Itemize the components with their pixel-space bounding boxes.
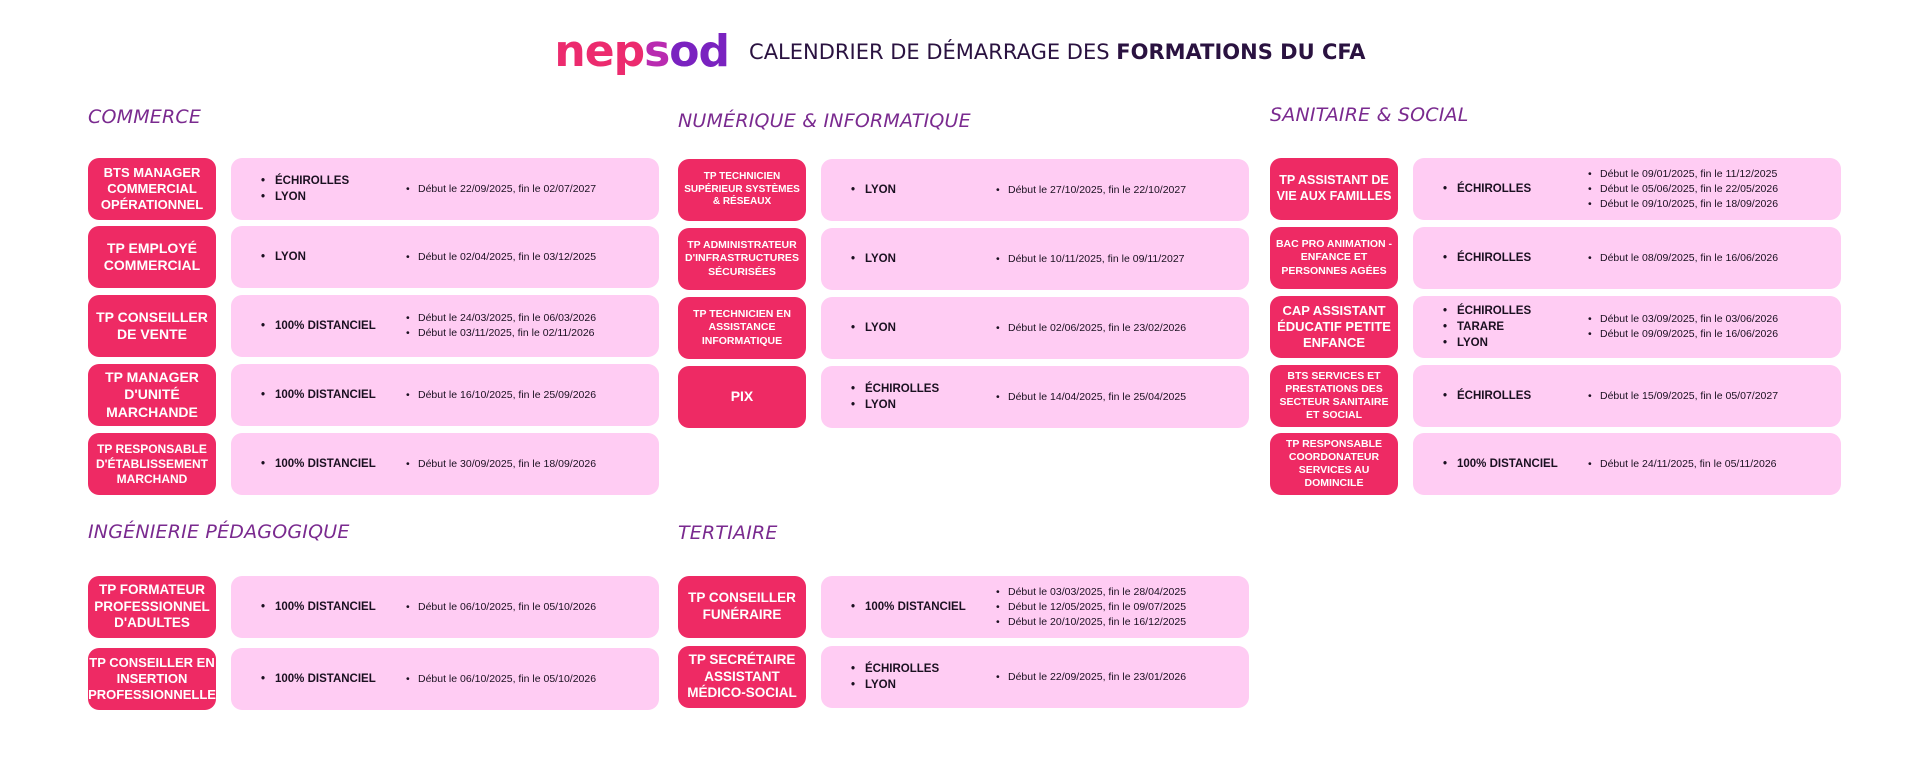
location-item: • LYON bbox=[1443, 335, 1593, 351]
location-list bbox=[261, 648, 411, 710]
training-name-badge[interactable]: TP MANAGER D'UNITÉ MARCHANDE bbox=[88, 364, 216, 426]
date-item: • Début le 22/09/2025, fin le 02/07/2027 bbox=[406, 182, 651, 197]
location-item: • LYON bbox=[261, 189, 411, 205]
location-list bbox=[261, 433, 411, 495]
page-title bbox=[749, 40, 1366, 64]
section-title: SANITAIRE & SOCIAL bbox=[1270, 104, 1469, 126]
location-item: • LYON bbox=[851, 251, 1001, 267]
training-row bbox=[1270, 433, 1841, 495]
training-row bbox=[1270, 158, 1841, 220]
logo-text-part3: od bbox=[669, 26, 730, 77]
location-item: • LYON bbox=[851, 182, 1001, 198]
training-name-badge[interactable]: TP RESPONSABLE D'ÉTABLISSEMENT MARCHAND bbox=[88, 433, 216, 495]
location-item: • ÉCHIROLLES bbox=[1443, 250, 1593, 266]
date-list bbox=[406, 576, 651, 638]
location-item: • 100% DISTANCIEL bbox=[261, 671, 411, 687]
training-name-badge[interactable]: TP TECHNICIEN EN ASSISTANCE INFORMATIQUE bbox=[678, 297, 806, 359]
date-list bbox=[1588, 433, 1833, 495]
training-name-badge[interactable]: BAC PRO ANIMATION - ENFANCE ET PERSONNES AGÉES bbox=[1270, 227, 1398, 289]
location-item: • LYON bbox=[851, 397, 1001, 413]
training-details-panel bbox=[231, 433, 659, 495]
date-item: • Début le 09/10/2025, fin le 18/09/2026 bbox=[1588, 197, 1833, 212]
location-list bbox=[1443, 296, 1593, 358]
page-title-regular: CALENDRIER DE DÉMARRAGE DES bbox=[749, 40, 1117, 64]
location-item: • ÉCHIROLLES bbox=[1443, 388, 1593, 404]
location-item: • LYON bbox=[261, 249, 411, 265]
training-name-badge[interactable]: TP SECRÉTAIRE ASSISTANT MÉDICO-SOCIAL bbox=[678, 646, 806, 708]
location-list bbox=[1443, 365, 1593, 427]
date-item: • Début le 10/11/2025, fin le 09/11/2027 bbox=[996, 252, 1241, 267]
training-name-badge[interactable]: TP ADMINISTRATEUR D'INFRASTRUCTURES SÉCURISÉES bbox=[678, 228, 806, 290]
location-item: • ÉCHIROLLES bbox=[1443, 181, 1593, 197]
date-item: • Début le 09/01/2025, fin le 11/12/2025 bbox=[1588, 167, 1833, 182]
training-details-panel bbox=[1413, 433, 1841, 495]
location-item: • 100% DISTANCIEL bbox=[1443, 456, 1593, 472]
date-list bbox=[406, 364, 651, 426]
training-name-badge[interactable]: TP RESPONSABLE COORDONATEUR SERVICES AU DOMINCILE bbox=[1270, 433, 1398, 495]
location-list bbox=[261, 295, 411, 357]
location-list bbox=[851, 297, 1001, 359]
training-name-badge[interactable]: TP FORMATEUR PROFESSIONNEL D'ADULTES bbox=[88, 576, 216, 638]
location-list bbox=[261, 364, 411, 426]
location-item: • ÉCHIROLLES bbox=[261, 173, 411, 189]
date-list bbox=[1588, 158, 1833, 220]
date-item: • Début le 20/10/2025, fin le 16/12/2025 bbox=[996, 615, 1241, 630]
date-list bbox=[996, 646, 1241, 708]
section-title: COMMERCE bbox=[88, 106, 202, 128]
location-item: • LYON bbox=[851, 320, 1001, 336]
page-header bbox=[0, 24, 1920, 80]
date-item: • Début le 08/09/2025, fin le 16/06/2026 bbox=[1588, 251, 1833, 266]
training-details-panel bbox=[1413, 158, 1841, 220]
location-list bbox=[851, 228, 1001, 290]
date-list bbox=[1588, 296, 1833, 358]
nepsod-logo bbox=[554, 26, 730, 77]
training-name-badge[interactable]: TP EMPLOYÉ COMMERCIAL bbox=[88, 226, 216, 288]
location-list bbox=[261, 226, 411, 288]
section-title: TERTIAIRE bbox=[678, 522, 778, 544]
training-row bbox=[88, 158, 659, 220]
training-details-panel bbox=[821, 576, 1249, 638]
location-list bbox=[851, 366, 1001, 428]
logo-text-part2: s bbox=[644, 26, 670, 77]
location-item: • 100% DISTANCIEL bbox=[261, 387, 411, 403]
training-details-panel bbox=[821, 228, 1249, 290]
training-row bbox=[678, 297, 1249, 359]
training-row bbox=[678, 159, 1249, 221]
date-list bbox=[996, 159, 1241, 221]
location-list bbox=[851, 646, 1001, 708]
date-item: • Début le 06/10/2025, fin le 05/10/2026 bbox=[406, 600, 651, 615]
location-list bbox=[851, 576, 1001, 638]
training-details-panel bbox=[231, 648, 659, 710]
training-details-panel bbox=[231, 158, 659, 220]
training-details-panel bbox=[821, 159, 1249, 221]
date-list bbox=[406, 295, 651, 357]
page-title-bold: FORMATIONS DU CFA bbox=[1116, 40, 1366, 64]
training-name-badge[interactable]: PIX bbox=[678, 366, 806, 428]
location-item: • 100% DISTANCIEL bbox=[851, 599, 1001, 615]
training-name-badge[interactable]: TP CONSEILLER DE VENTE bbox=[88, 295, 216, 357]
training-name-badge[interactable]: TP CONSEILLER EN INSERTION PROFESSIONNELLE bbox=[88, 648, 216, 710]
training-row bbox=[88, 576, 659, 638]
training-details-panel bbox=[231, 295, 659, 357]
training-row bbox=[678, 228, 1249, 290]
date-list bbox=[1588, 365, 1833, 427]
location-list bbox=[851, 159, 1001, 221]
date-list bbox=[406, 433, 651, 495]
date-item: • Début le 09/09/2025, fin le 16/06/2026 bbox=[1588, 327, 1833, 342]
location-item: • 100% DISTANCIEL bbox=[261, 456, 411, 472]
training-row bbox=[678, 646, 1249, 708]
location-item: • LYON bbox=[851, 677, 1001, 693]
training-row bbox=[88, 433, 659, 495]
training-row bbox=[1270, 365, 1841, 427]
date-list bbox=[996, 297, 1241, 359]
date-item: • Début le 03/11/2025, fin le 02/11/2026 bbox=[406, 326, 651, 341]
section-title: NUMÉRIQUE & INFORMATIQUE bbox=[678, 110, 971, 132]
date-list bbox=[996, 366, 1241, 428]
training-details-panel bbox=[231, 576, 659, 638]
training-name-badge[interactable]: TP ASSISTANT DE VIE AUX FAMILLES bbox=[1270, 158, 1398, 220]
location-item: • TARARE bbox=[1443, 319, 1593, 335]
date-item: • Début le 06/10/2025, fin le 05/10/2026 bbox=[406, 672, 651, 687]
training-details-panel bbox=[821, 366, 1249, 428]
date-item: • Début le 24/03/2025, fin le 06/03/2026 bbox=[406, 311, 651, 326]
training-row bbox=[678, 366, 1249, 428]
location-item: • 100% DISTANCIEL bbox=[261, 318, 411, 334]
date-item: • Début le 30/09/2025, fin le 18/09/2026 bbox=[406, 457, 651, 472]
date-item: • Début le 03/09/2025, fin le 03/06/2026 bbox=[1588, 312, 1833, 327]
location-list bbox=[1443, 227, 1593, 289]
date-list bbox=[996, 576, 1241, 638]
location-item: • ÉCHIROLLES bbox=[851, 381, 1001, 397]
date-item: • Début le 03/03/2025, fin le 28/04/2025 bbox=[996, 585, 1241, 600]
section-title: INGÉNIERIE PÉDAGOGIQUE bbox=[88, 521, 350, 543]
date-item: • Début le 16/10/2025, fin le 25/09/2026 bbox=[406, 388, 651, 403]
training-details-panel bbox=[821, 297, 1249, 359]
training-details-panel bbox=[1413, 296, 1841, 358]
training-name-badge[interactable]: TP CONSEILLER FUNÉRAIRE bbox=[678, 576, 806, 638]
date-list bbox=[406, 158, 651, 220]
date-item: • Début le 05/06/2025, fin le 22/05/2026 bbox=[1588, 182, 1833, 197]
training-details-panel bbox=[231, 226, 659, 288]
logo-text-part1: nep bbox=[554, 26, 645, 77]
location-item: • ÉCHIROLLES bbox=[851, 661, 1001, 677]
date-list bbox=[996, 228, 1241, 290]
location-list bbox=[1443, 158, 1593, 220]
training-row bbox=[88, 648, 659, 710]
location-list bbox=[261, 576, 411, 638]
training-name-badge[interactable]: BTS MANAGER COMMERCIAL OPÉRATIONNEL bbox=[88, 158, 216, 220]
training-name-badge[interactable]: CAP ASSISTANT ÉDUCATIF PETITE ENFANCE bbox=[1270, 296, 1398, 358]
date-item: • Début le 12/05/2025, fin le 09/07/2025 bbox=[996, 600, 1241, 615]
location-item: • 100% DISTANCIEL bbox=[261, 599, 411, 615]
training-details-panel bbox=[821, 646, 1249, 708]
training-details-panel bbox=[1413, 365, 1841, 427]
location-list bbox=[261, 158, 411, 220]
training-row bbox=[88, 364, 659, 426]
location-item: • ÉCHIROLLES bbox=[1443, 303, 1593, 319]
date-list bbox=[406, 226, 651, 288]
training-details-panel bbox=[231, 364, 659, 426]
training-row bbox=[1270, 227, 1841, 289]
training-name-badge[interactable]: BTS SERVICES ET PRESTATIONS DES SECTEUR SANITAIRE ET SOCIAL bbox=[1270, 365, 1398, 427]
date-item: • Début le 24/11/2025, fin le 05/11/2026 bbox=[1588, 457, 1833, 472]
date-item: • Début le 02/04/2025, fin le 03/12/2025 bbox=[406, 250, 651, 265]
date-item: • Début le 02/06/2025, fin le 23/02/2026 bbox=[996, 321, 1241, 336]
date-list bbox=[406, 648, 651, 710]
training-details-panel bbox=[1413, 227, 1841, 289]
training-row bbox=[88, 295, 659, 357]
training-row bbox=[1270, 296, 1841, 358]
training-row bbox=[88, 226, 659, 288]
date-item: • Début le 22/09/2025, fin le 23/01/2026 bbox=[996, 670, 1241, 685]
date-list bbox=[1588, 227, 1833, 289]
training-row bbox=[678, 576, 1249, 638]
date-item: • Début le 15/09/2025, fin le 05/07/2027 bbox=[1588, 389, 1833, 404]
date-item: • Début le 27/10/2025, fin le 22/10/2027 bbox=[996, 183, 1241, 198]
date-item: • Début le 14/04/2025, fin le 25/04/2025 bbox=[996, 390, 1241, 405]
training-name-badge[interactable]: TP TECHNICIEN SUPÉRIEUR SYSTÈMES & RÉSEAUX bbox=[678, 159, 806, 221]
location-list bbox=[1443, 433, 1593, 495]
